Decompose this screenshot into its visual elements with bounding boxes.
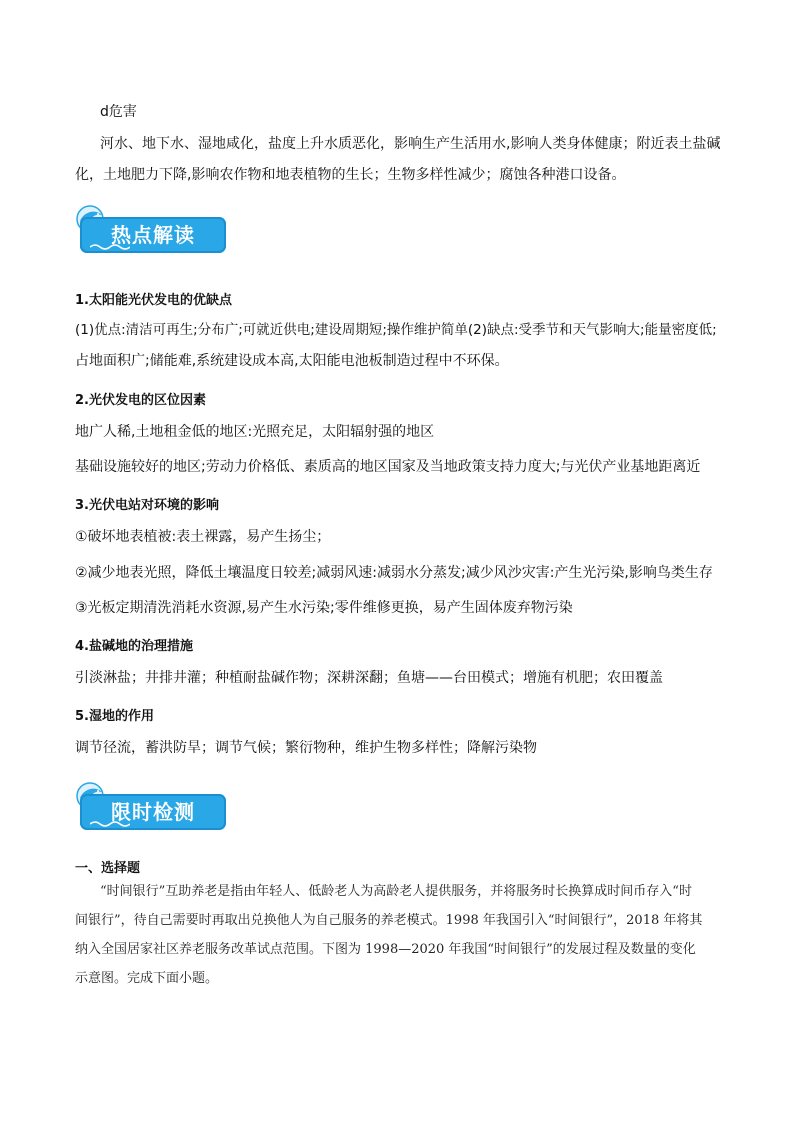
paragraph-line: 基础设施较好的地区;劳动力价格低、素质高的地区国家及当地政策支持力度大;与光伏产业基地距离近 xyxy=(75,459,701,475)
section-title: 2.光伏发电的区位因素 xyxy=(75,393,206,408)
paragraph-line: 地广人稀,土地租金低的地区:光照充足，太阳辐射强的地区 xyxy=(75,424,435,440)
timed-test-banner xyxy=(74,780,230,832)
intro-paragraph-line: 河水、地下水、湿地咸化，盐度上升水质恶化，影响生产生活用水,影响人类身体健康；附近表土盐碱 xyxy=(100,136,721,152)
section-title: 4.盐碱地的治理措施 xyxy=(75,639,193,654)
list-item: ①破坏地表植被:表土裸露，易产生扬尘； xyxy=(75,529,331,545)
question-line: 间银行”，待自己需要时再取出兑换他人为自己服务的养老模式。1998 年我国引入“时间银行”，2018 年将其 xyxy=(75,913,703,928)
banner-label: 热点解读 xyxy=(111,223,195,247)
test-section-title: 一、选择题 xyxy=(75,861,141,876)
banner-label: 限时检测 xyxy=(111,800,195,824)
question-line: “时间银行”互助养老是指由年轻人、低龄老人为高龄老人提供服务，并将服务时长换算成时间币存入“时 xyxy=(100,884,692,899)
paragraph-line: 调节径流，蓄洪防旱；调节气候；繁衍物种，维护生物多样性；降解污染物 xyxy=(75,740,537,756)
section-title: 1.太阳能光伏发电的优缺点 xyxy=(75,293,232,308)
paragraph-line: (1)优点:清洁可再生;分布广;可就近供电;建设周期短;操作维护简单(2)缺点:受季节和天气影响大;能量密度低; xyxy=(75,322,717,338)
section-title: 3.光伏电站对环境的影响 xyxy=(75,498,219,513)
paragraph-line: 占地面积广;储能难,系统建设成本高,太阳能电池板制造过程中不环保。 xyxy=(75,353,509,369)
list-item: ②减少地表光照，降低土壤温度日较差;减弱风速:减弱水分蒸发;减少风沙灾害:产生光污染,影响鸟类生存 xyxy=(75,565,713,581)
intro-heading: d危害 xyxy=(100,104,137,120)
wave-icon xyxy=(90,243,130,251)
question-line: 示意图。完成下面小题。 xyxy=(75,971,219,986)
paragraph-line: 引淡淋盐；井排井灌；种植耐盐碱作物；深耕深翻；鱼塘——台田模式；增施有机肥；农田覆盖 xyxy=(75,670,663,686)
hot-topic-banner xyxy=(74,203,230,255)
section-title: 5.湿地的作用 xyxy=(75,709,154,724)
list-item: ③光板定期清洗消耗水资源,易产生水污染;零件维修更换，易产生固体废弃物污染 xyxy=(75,600,573,616)
question-line: 纳入全国居家社区养老服务改革试点范围。下图为 1998—2020 年我国“时间银行”的发展过程及数量的变化 xyxy=(75,942,696,957)
intro-paragraph-line: 化，土地肥力下降,影响农作物和地表植物的生长；生物多样性减少；腐蚀各种港口设备。 xyxy=(75,167,626,183)
wave-icon xyxy=(90,820,130,828)
